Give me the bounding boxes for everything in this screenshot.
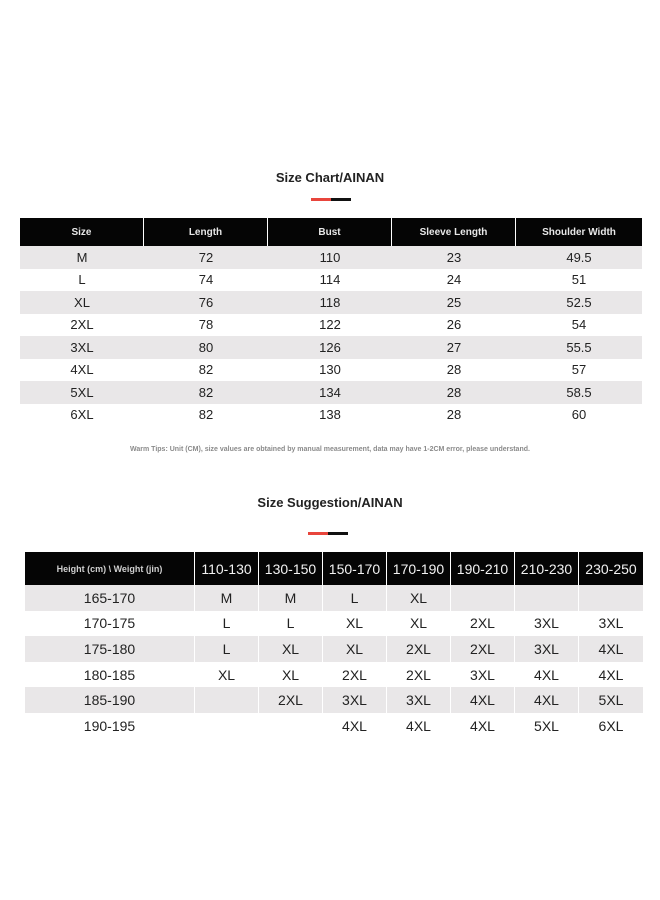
table-cell: 170-175 [25, 611, 195, 637]
size-chart-header-row [20, 218, 642, 246]
table-row [20, 359, 642, 382]
table-cell: XL [259, 662, 323, 688]
table-row [20, 291, 642, 314]
table-cell: L [259, 611, 323, 637]
header-size: Size [20, 218, 144, 246]
table-cell [195, 713, 259, 739]
table-cell: XL [323, 611, 387, 637]
table-cell: 82 [198, 407, 214, 423]
table-cell: 4XL [387, 713, 451, 739]
table-cell: 3XL [515, 636, 579, 662]
table-cell: 23 [392, 246, 516, 269]
table-cell: 28 [392, 381, 516, 404]
divider-red-segment [308, 532, 328, 535]
table-cell: 76 [144, 291, 268, 314]
table-cell [579, 585, 643, 611]
table-cell: 72 [144, 246, 268, 269]
table-cell: 175-180 [25, 636, 195, 662]
table-cell: 26 [446, 317, 462, 333]
table-cell [451, 585, 515, 611]
table-cell: XL [387, 585, 451, 611]
table-row [25, 636, 643, 662]
table-cell: 130 [319, 362, 341, 378]
table-cell: 4XL [451, 713, 515, 739]
table-cell: 5XL [20, 381, 144, 404]
size-suggestion-title: Size Suggestion/AINAN [257, 495, 403, 510]
table-cell: XL [259, 636, 323, 662]
table-cell: 4XL [70, 362, 94, 378]
table-cell: 165-170 [25, 585, 195, 611]
table-cell: 3XL [515, 611, 579, 637]
size-suggestion-table [25, 552, 643, 739]
warm-tip: Warm Tips: Unit (CM), size values are obtained by manual measurement, data may have 1-2CM error, please understand. [130, 446, 530, 453]
header-weight-range: 110-130 [195, 552, 259, 585]
table-cell: 114 [319, 272, 341, 288]
table-cell: 4XL [598, 666, 624, 683]
table-cell: 3XL [20, 336, 144, 359]
table-row [20, 246, 642, 269]
header-weight-range: 150-170 [323, 552, 387, 585]
table-cell: 3XL [387, 687, 451, 713]
table-cell: 5XL [579, 687, 643, 713]
table-cell: 4XL [323, 713, 387, 739]
table-cell: 4XL [515, 662, 579, 688]
table-row [20, 314, 642, 337]
table-cell: XL [387, 611, 451, 637]
size-chart-table [20, 218, 642, 426]
header-weight-range: 210-230 [515, 552, 579, 585]
table-cell: XL [195, 662, 259, 688]
header-sleeve-length: Sleeve Length [392, 218, 516, 246]
table-cell: 2XL [387, 662, 451, 688]
table-cell: 78 [198, 317, 214, 333]
table-cell: M [20, 246, 144, 269]
table-cell: 74 [198, 272, 214, 288]
table-cell: 57 [571, 362, 587, 378]
header-weight-range: 170-190 [387, 552, 451, 585]
table-cell: 5XL [515, 713, 579, 739]
divider-black-segment [328, 532, 348, 535]
divider-black-segment [331, 198, 351, 201]
table-row [25, 585, 643, 611]
table-cell [195, 687, 259, 713]
table-cell: L [195, 611, 259, 637]
table-cell: 55.5 [516, 336, 642, 359]
table-row [25, 611, 643, 637]
header-height-weight: Height (cm) \ Weight (jin) [25, 552, 195, 585]
table-cell: 2XL [323, 662, 387, 688]
table-cell: 58.5 [516, 381, 642, 404]
table-cell: M [195, 585, 259, 611]
table-row [20, 381, 642, 404]
table-cell: 185-190 [25, 687, 195, 713]
table-cell: 180-185 [25, 662, 195, 688]
table-cell: 126 [268, 336, 392, 359]
table-cell: 4XL [579, 636, 643, 662]
table-cell: 2XL [259, 687, 323, 713]
table-cell: 6XL [598, 717, 624, 734]
table-cell: 6XL [70, 407, 94, 423]
size-chart-title: Size Chart/AINAN [275, 170, 385, 185]
table-cell: 2XL [451, 636, 515, 662]
table-cell: L [195, 636, 259, 662]
header-weight-range: 130-150 [259, 552, 323, 585]
table-cell: L [78, 272, 86, 288]
table-cell: 3XL [323, 687, 387, 713]
size-suggestion-divider [308, 532, 348, 535]
table-row [25, 687, 643, 713]
table-cell: 2XL [70, 317, 94, 333]
table-cell [259, 713, 323, 739]
header-length: Length [144, 218, 268, 246]
header-shoulder-width: Shoulder Width [516, 218, 642, 246]
table-cell: 80 [144, 336, 268, 359]
table-cell: 4XL [515, 687, 579, 713]
table-cell: 28 [446, 362, 462, 378]
header-weight-range: 190-210 [451, 552, 515, 585]
table-cell: 82 [198, 362, 214, 378]
table-row [20, 404, 642, 427]
table-cell: L [323, 585, 387, 611]
table-cell: 52.5 [516, 291, 642, 314]
table-row [20, 269, 642, 292]
table-cell: 110 [268, 246, 392, 269]
table-row [25, 662, 643, 688]
table-cell: 24 [446, 272, 462, 288]
size-chart-divider [311, 198, 351, 201]
table-cell: 4XL [451, 687, 515, 713]
table-cell [515, 585, 579, 611]
table-row [25, 713, 643, 739]
header-bust: Bust [268, 218, 392, 246]
table-cell: XL [20, 291, 144, 314]
table-cell: 3XL [451, 662, 515, 688]
divider-red-segment [311, 198, 331, 201]
table-cell: 118 [268, 291, 392, 314]
table-cell: 138 [319, 407, 341, 423]
table-row [20, 336, 642, 359]
table-cell: 25 [392, 291, 516, 314]
table-cell: 122 [319, 317, 341, 333]
table-cell: 27 [392, 336, 516, 359]
table-cell: M [259, 585, 323, 611]
size-suggestion-header-row [25, 552, 643, 585]
table-cell: 51 [571, 272, 587, 288]
table-cell: 28 [446, 407, 462, 423]
table-cell: 134 [268, 381, 392, 404]
table-cell: 49.5 [516, 246, 642, 269]
table-cell: 54 [571, 317, 587, 333]
table-cell: XL [323, 636, 387, 662]
table-cell: 2XL [387, 636, 451, 662]
table-cell: 190-195 [25, 713, 195, 739]
table-cell: 3XL [598, 615, 624, 632]
table-cell: 60 [571, 407, 587, 423]
header-weight-range: 230-250 [579, 552, 643, 585]
table-cell: 2XL [451, 611, 515, 637]
table-cell: 82 [144, 381, 268, 404]
